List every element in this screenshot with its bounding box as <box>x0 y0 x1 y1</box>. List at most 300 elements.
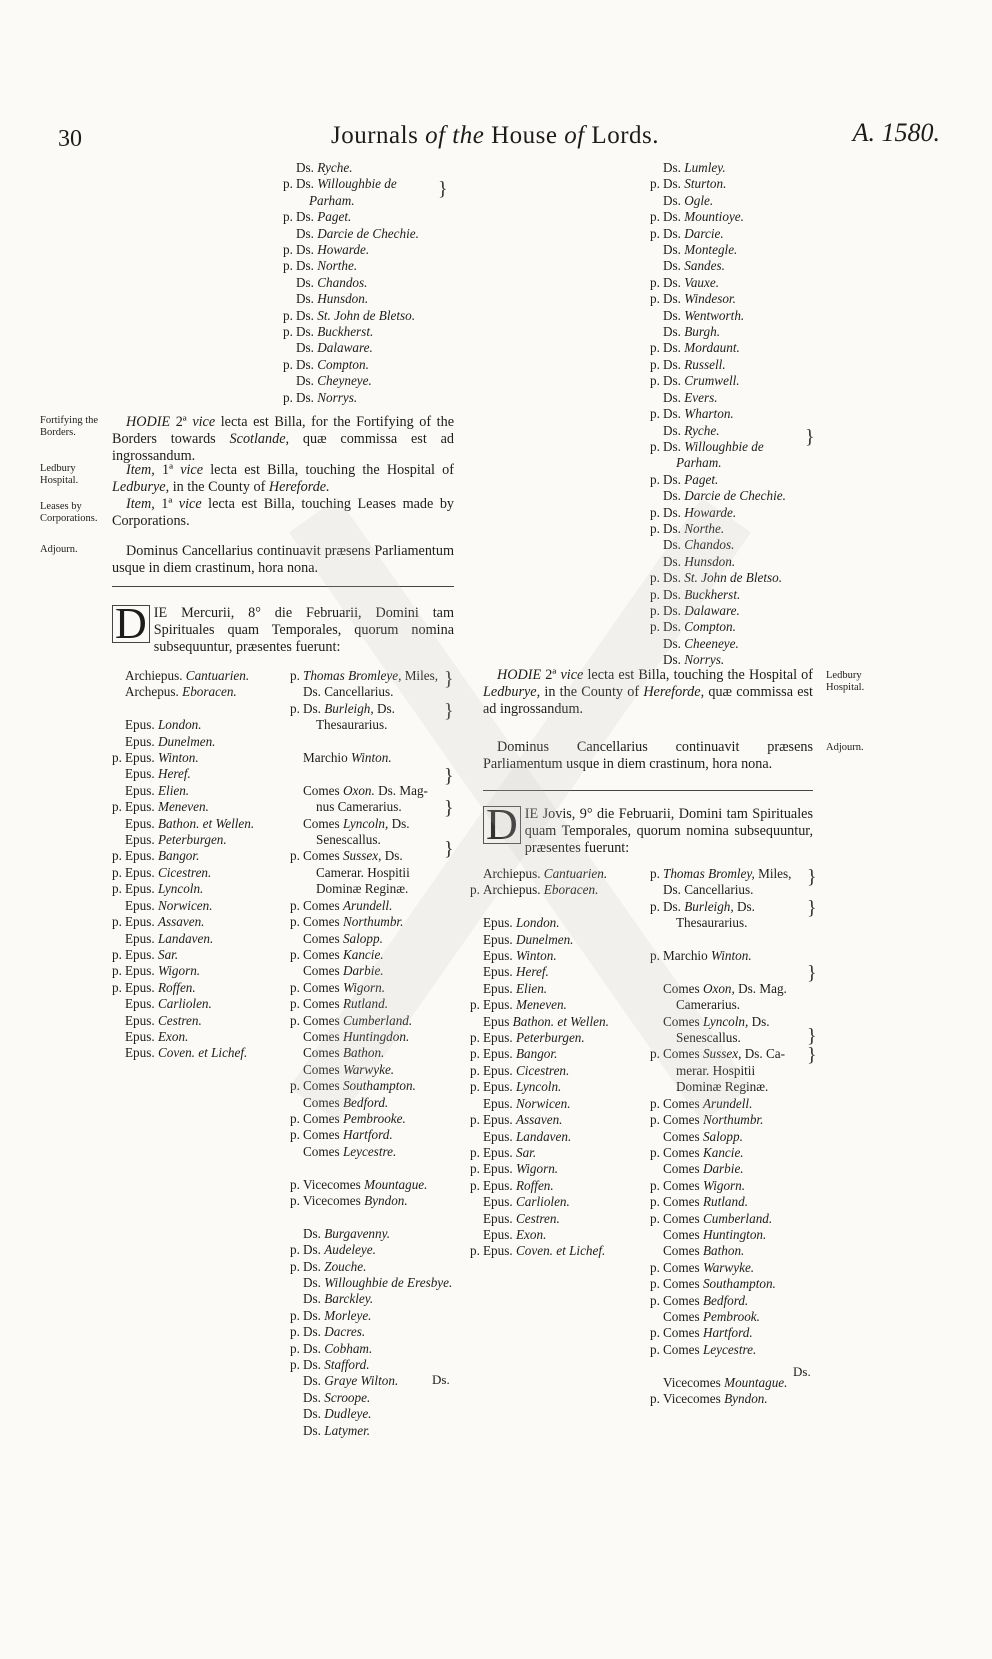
place-name: Stafford. <box>324 1357 370 1373</box>
entry-adjourn-second: Dominus Cancellarius continuavit præsens Parliamentum usque in diem crastinum, hora nona. <box>483 739 813 773</box>
title-tail: Miles, <box>401 668 439 683</box>
place-name: Parham. <box>676 455 722 471</box>
title: Ds. <box>663 422 685 438</box>
title: Ds. <box>663 258 685 274</box>
place-name: Cicestren. <box>515 1062 570 1078</box>
presence-mark: p. <box>470 997 480 1013</box>
presence-mark: p. <box>650 866 660 881</box>
presence-mark: p. <box>112 946 122 962</box>
place-name: Oxon, <box>702 980 735 996</box>
place-name: Buckherst. <box>684 586 741 602</box>
title: Ds. <box>296 307 318 323</box>
name-entry <box>650 242 850 258</box>
place-name: Sandes. <box>684 258 725 274</box>
place-name: Thomas Bromley, <box>663 866 755 881</box>
title: Vicecomes <box>303 1176 365 1192</box>
place-name: Barckley. <box>324 1291 374 1307</box>
name-entry <box>290 1357 470 1373</box>
name-entry <box>290 1341 470 1357</box>
name-entry <box>470 1178 645 1194</box>
title: Ds. <box>663 389 685 405</box>
title: Comes <box>663 1325 703 1341</box>
name-entry <box>470 1161 645 1177</box>
title: Epus. <box>125 815 158 831</box>
title-tail: Ds. Mag- <box>374 782 428 798</box>
name-entry <box>650 1129 825 1145</box>
presence-mark: p. <box>290 1012 300 1028</box>
title: Epus. <box>125 864 158 880</box>
place-name: Ryche. <box>684 422 720 438</box>
place-name: Evers. <box>684 389 718 405</box>
name-entry <box>290 1160 470 1176</box>
title: Ds. <box>663 586 685 602</box>
title: Ds. <box>663 471 685 487</box>
entry-adjourn: Dominus Cancellarius continuavit præsens Parliamentum usque in diem crastinum, hora nona. <box>112 543 454 577</box>
title: Ds. <box>663 373 685 389</box>
brace: } <box>807 962 817 984</box>
place-name: Carliolen. <box>515 1194 570 1210</box>
name-entry <box>650 406 850 422</box>
name-entry <box>283 160 483 176</box>
place-name: Lyncoln. <box>157 881 204 897</box>
place-name: St. John de Bletso. <box>317 307 416 323</box>
place-name: Assaven. <box>157 914 205 930</box>
title: Marchio <box>303 750 351 766</box>
name-entry <box>650 866 825 882</box>
name-entry <box>470 1063 645 1079</box>
place-name: Landaven. <box>157 930 214 946</box>
presence-mark: p. <box>650 291 660 307</box>
title: Comes <box>663 1259 703 1275</box>
name-entry <box>650 882 825 898</box>
presence-mark: p. <box>650 356 660 372</box>
name-entry <box>283 226 483 242</box>
name-entry <box>470 1079 645 1095</box>
presence-mark: p. <box>650 1144 660 1160</box>
title: Epus. <box>483 997 516 1013</box>
brace: } <box>444 700 454 722</box>
place-name: Coven. et Lichef. <box>157 1045 248 1061</box>
place-name: Winton. <box>157 750 199 766</box>
name-entry <box>650 1194 825 1210</box>
presence-mark: p. <box>290 1258 300 1274</box>
place-name: Dacres. <box>324 1324 366 1340</box>
name-entry <box>290 832 470 848</box>
place-name: Bathon. <box>342 1045 385 1061</box>
presence-mark: p. <box>650 340 660 356</box>
place-name: Willoughbie de <box>317 176 397 192</box>
presence-mark: p. <box>650 373 660 389</box>
place-name: Lyncoln, <box>342 815 389 831</box>
title: Ds. <box>663 438 685 454</box>
place-name: Elien. <box>157 782 190 798</box>
title: Comes <box>303 1127 343 1143</box>
presence-mark: p. <box>112 864 122 880</box>
place-name: Mordaunt. <box>684 340 740 356</box>
place-name: Cestren. <box>157 1012 202 1028</box>
title: Epus. <box>125 832 158 848</box>
brace: } <box>444 765 454 787</box>
title: Ds. <box>663 488 685 504</box>
name-entry <box>283 324 483 340</box>
place-name: Howarde. <box>317 242 370 258</box>
entry-ledbury-second: HODIE 2ª vice lecta est Billa, touching the Hospital of Ledburye, in the County of Hereforde, quæ commissa est ad ingrossandum. <box>483 667 814 718</box>
place-name: Carliolen. <box>157 996 212 1012</box>
name-entry <box>112 684 287 700</box>
place-name: Cestren. <box>515 1210 560 1226</box>
place-name: Wentworth. <box>684 307 745 323</box>
name-entry <box>650 357 850 373</box>
name-entry <box>650 1096 825 1112</box>
place-name: Bathon. et Wellen. <box>157 815 255 831</box>
presence-mark: p. <box>650 1259 660 1275</box>
place-name: Northumbr. <box>702 1112 764 1128</box>
title: Comes <box>303 1045 343 1061</box>
presence-mark: p. <box>290 914 300 930</box>
presence-mark: p. <box>283 356 293 372</box>
place-name: Dalaware. <box>684 602 740 618</box>
title: Ds. <box>303 1258 325 1274</box>
title: Epus. <box>483 1243 516 1259</box>
name-entry <box>650 291 850 307</box>
name-entry <box>650 932 825 948</box>
name-entry <box>112 1045 287 1061</box>
title: Comes <box>663 1276 703 1292</box>
title: Ds. <box>296 225 318 241</box>
name-entry <box>283 209 483 225</box>
title: Epus. <box>483 1144 516 1160</box>
title: Comes <box>303 1012 343 1028</box>
title: Comes <box>663 1292 703 1308</box>
place-name: Wharton. <box>684 406 734 422</box>
presence-mark: p. <box>650 1391 660 1406</box>
name-entry <box>650 1211 825 1227</box>
presence-mark: p. <box>112 963 122 979</box>
presence-mark: p. <box>650 1341 660 1357</box>
place-name: Wigorn. <box>515 1161 559 1177</box>
title: Ds. <box>303 1242 325 1258</box>
title-tail: Ds. <box>733 898 755 914</box>
title: Ds. <box>296 209 318 225</box>
presence-mark: p. <box>112 848 122 864</box>
title: Ds. <box>663 553 685 569</box>
name-entry <box>650 226 850 242</box>
presence-mark: p. <box>650 1046 660 1062</box>
title: Comes <box>303 1143 343 1159</box>
presence-mark: p. <box>470 1161 480 1177</box>
presence-mark: p. <box>650 1112 660 1128</box>
entry-leases: Item, 1ª vice lecta est Billa, touching Leases made by Corporations. <box>112 496 455 530</box>
title: Ds. <box>303 1225 325 1241</box>
name-entry <box>290 1308 470 1324</box>
name-entry <box>112 783 287 799</box>
title: Ds. <box>663 652 685 668</box>
title: Ds. <box>663 176 685 192</box>
place-name: Leycestre. <box>702 1341 757 1357</box>
title: Epus. <box>125 963 158 979</box>
place-name: Salopp. <box>342 930 383 946</box>
presence-mark: p. <box>650 225 660 241</box>
title: Thesaurarius. <box>316 717 388 733</box>
title: Comes <box>663 1341 703 1357</box>
name-entry <box>290 1423 470 1439</box>
title: Epus. <box>483 1079 516 1095</box>
presence-mark: p. <box>290 1242 300 1258</box>
name-entry <box>290 1226 470 1242</box>
place-name: Latymer. <box>324 1422 371 1438</box>
presence-mark: p. <box>470 1243 480 1259</box>
name-entry <box>112 931 287 947</box>
place-name: Leycestre. <box>342 1143 397 1159</box>
name-entry <box>112 881 287 897</box>
name-entry <box>470 1145 645 1161</box>
presence-mark: p. <box>470 1030 480 1046</box>
name-entry <box>470 1096 645 1112</box>
name-entry <box>283 291 483 307</box>
brace: } <box>444 797 454 819</box>
title: Comes <box>303 914 343 930</box>
title: Ds. <box>303 700 325 716</box>
place-name: Norwicen. <box>515 1095 571 1111</box>
title: Epus. <box>125 930 158 946</box>
name-entry <box>290 783 470 799</box>
place-name: Lyncoln, <box>702 1013 749 1029</box>
title: Epus. <box>483 1226 516 1242</box>
presence-mark: p. <box>290 1357 300 1373</box>
place-name: Bedford. <box>702 1292 749 1308</box>
place-name: Burleigh, <box>324 700 374 716</box>
place-name: Chandos. <box>684 537 735 553</box>
place-name: Eboracen. <box>543 882 599 898</box>
presence-mark: p. <box>290 1078 300 1094</box>
title: Ds. <box>663 520 685 536</box>
presence-mark: p. <box>290 1193 300 1208</box>
name-entry <box>283 242 483 258</box>
name-entry <box>650 176 850 192</box>
place-name: Russell. <box>684 356 726 372</box>
presence-mark: p. <box>650 586 660 602</box>
place-name: Hartford. <box>702 1325 753 1341</box>
title: Epus. <box>483 915 516 931</box>
title: Ds. <box>663 635 685 651</box>
place-name: Vauxe. <box>684 274 720 290</box>
name-entry <box>650 324 850 340</box>
running-title: Journals of the House of Lords. <box>331 122 659 149</box>
place-name: Oxon. <box>342 782 375 798</box>
presence-mark: p. <box>283 242 293 258</box>
name-entry <box>650 1309 825 1325</box>
entry-ledbury: Item, 1ª vice lecta est Billa, touching the Hospital of Ledburye, in the County of Hereforde. <box>112 462 454 496</box>
title: Epus. <box>483 948 516 964</box>
place-name: Northe. <box>684 520 725 536</box>
name-entry <box>112 750 287 766</box>
lords-present-spiritual <box>112 668 287 1062</box>
place-name: Chandos. <box>317 274 368 290</box>
name-entry <box>650 1178 825 1194</box>
place-name: Lumley. <box>684 160 726 175</box>
place-name: Darbie. <box>702 1161 744 1177</box>
title: Ds. <box>663 356 685 372</box>
title: Ds. <box>663 619 685 635</box>
title: Comes <box>303 930 343 946</box>
title: Archiepus. <box>125 668 186 683</box>
title: Comes <box>663 1194 703 1210</box>
name-entry <box>290 1242 470 1258</box>
place-name: Meneven. <box>157 799 209 815</box>
year-marker: A. 1580. <box>852 118 940 147</box>
name-entry <box>112 947 287 963</box>
presence-mark: p. <box>650 1325 660 1341</box>
presence-mark: p. <box>650 619 660 635</box>
presence-mark: p. <box>290 946 300 962</box>
presence-mark: p. <box>650 602 660 618</box>
presence-mark: p. <box>290 1324 300 1340</box>
title-tail: Ds. <box>381 848 403 864</box>
title: Ds. <box>296 340 318 356</box>
presence-mark: p. <box>283 209 293 225</box>
presence-mark: p. <box>470 1144 480 1160</box>
name-entry <box>650 636 850 652</box>
place-name: Wigorn. <box>342 979 386 995</box>
margin-note-leases: Leases by Corporations. <box>40 501 98 524</box>
title: Ds. <box>663 192 685 208</box>
title: Ds. <box>663 324 685 340</box>
title: Epus. <box>125 979 158 995</box>
place-name: Bedford. <box>342 1094 389 1110</box>
name-entry <box>112 766 287 782</box>
presence-mark: p. <box>290 897 300 913</box>
place-name: Bathon. <box>702 1243 745 1259</box>
place-name: Bathon. et Wellen. <box>512 1013 609 1029</box>
title: Epus. <box>125 946 158 962</box>
page-header <box>50 118 940 158</box>
place-name: Audeleye. <box>324 1242 376 1258</box>
name-entry <box>470 1046 645 1062</box>
place-name: Hunsdon. <box>317 291 369 307</box>
place-name: Mountioye. <box>684 209 744 225</box>
place-name: Sar. <box>515 1144 537 1160</box>
place-name: Norwicen. <box>157 897 213 913</box>
name-entry <box>470 1227 645 1243</box>
margin-note-fortifying: Fortifying the Borders. <box>40 415 99 438</box>
title: Epus. <box>483 1062 516 1078</box>
presence-mark: p. <box>650 209 660 225</box>
title: Ds. <box>663 242 685 258</box>
title: Epus <box>483 1013 513 1029</box>
title: Ds. <box>663 160 685 175</box>
name-entry <box>112 1013 287 1029</box>
name-entry <box>650 1260 825 1276</box>
title: Epus. <box>483 1095 516 1111</box>
name-entry <box>112 799 287 815</box>
title: Ds. <box>303 1422 325 1438</box>
place-name: Crumwell. <box>684 373 740 389</box>
title: Ds. <box>663 898 685 914</box>
name-entry <box>283 340 483 356</box>
title: Ds. <box>296 291 318 307</box>
title: Ds. <box>296 373 318 389</box>
place-name: Southampton. <box>342 1078 416 1094</box>
title: Ds. <box>296 160 318 175</box>
name-entry <box>290 1324 470 1340</box>
title: Epus. <box>125 1045 158 1061</box>
name-entry <box>650 1145 825 1161</box>
title: Epus. <box>125 717 158 733</box>
name-entry <box>112 832 287 848</box>
place-name: Bangor. <box>515 1046 558 1062</box>
name-entry <box>650 1325 825 1341</box>
place-name: Byndon. <box>724 1391 768 1406</box>
place-name: Parham. <box>309 192 355 208</box>
title: Epus. <box>483 1046 516 1062</box>
place-name: Burgh. <box>684 324 721 340</box>
name-entry <box>283 258 483 274</box>
title: Comes <box>663 1046 703 1062</box>
place-name: Elien. <box>515 980 548 996</box>
place-name: Pembrooke. <box>342 1110 406 1126</box>
name-entry <box>112 963 287 979</box>
place-name: Cantuarien. <box>543 866 608 881</box>
title: Thesaurarius. <box>676 915 748 931</box>
title: Ds. <box>303 1324 325 1340</box>
presence-mark: p. <box>283 324 293 340</box>
place-name: Roffen. <box>515 1177 554 1193</box>
place-name: Wigorn. <box>702 1177 746 1193</box>
title: Archiepus. <box>483 866 544 881</box>
name-entry <box>290 766 470 782</box>
brace: } <box>807 1025 817 1047</box>
name-entry <box>650 455 850 471</box>
place-name: St. John de Bletso. <box>684 570 783 586</box>
entry-fortifying: HODIE 2ª vice lecta est Billa, for the Fortifying of the Borders towards Scotlande, quæ commissa est ad ingrossandum. <box>112 414 455 465</box>
name-entry <box>112 898 287 914</box>
name-entry <box>290 816 470 832</box>
place-name: Cheyneye. <box>317 373 372 389</box>
place-name: Arundell. <box>342 897 393 913</box>
title: Marchio <box>663 948 711 964</box>
title: Comes <box>303 963 343 979</box>
title: Epus. <box>483 931 516 947</box>
presence-mark: p. <box>290 1340 300 1356</box>
place-name: Northe. <box>317 258 358 274</box>
place-name: Norrys. <box>317 389 358 405</box>
presence-mark: p. <box>650 1095 660 1111</box>
place-name: Montegle. <box>684 242 738 258</box>
name-entry <box>650 505 850 521</box>
place-name: Arundell. <box>702 1095 753 1111</box>
name-entry <box>650 899 825 915</box>
title: Ds. <box>296 176 318 192</box>
place-name: Heref. <box>157 766 191 782</box>
presence-mark: p. <box>112 979 122 995</box>
name-entry <box>650 373 850 389</box>
presence-mark: p. <box>283 176 293 192</box>
title: Ds. <box>303 1340 325 1356</box>
name-entry <box>650 1112 825 1128</box>
place-name: Coven. et Lichef. <box>515 1243 606 1259</box>
name-entry <box>290 1291 470 1307</box>
title: Comes <box>663 1144 703 1160</box>
name-entry <box>650 1227 825 1243</box>
place-name: Ogle. <box>684 192 714 208</box>
day-heading-jovis: D IE Jovis, 9° die Februarii, Domini tam Spirituales quam Temporales, quorum nomina subsequuntur, præsentes fuerunt: <box>483 806 813 858</box>
place-name: Bangor. <box>157 848 200 864</box>
name-entry <box>283 308 483 324</box>
presence-mark: p. <box>112 750 122 766</box>
presence-mark: p. <box>470 882 480 898</box>
name-entry <box>290 1259 470 1275</box>
presence-mark: p. <box>650 570 660 586</box>
